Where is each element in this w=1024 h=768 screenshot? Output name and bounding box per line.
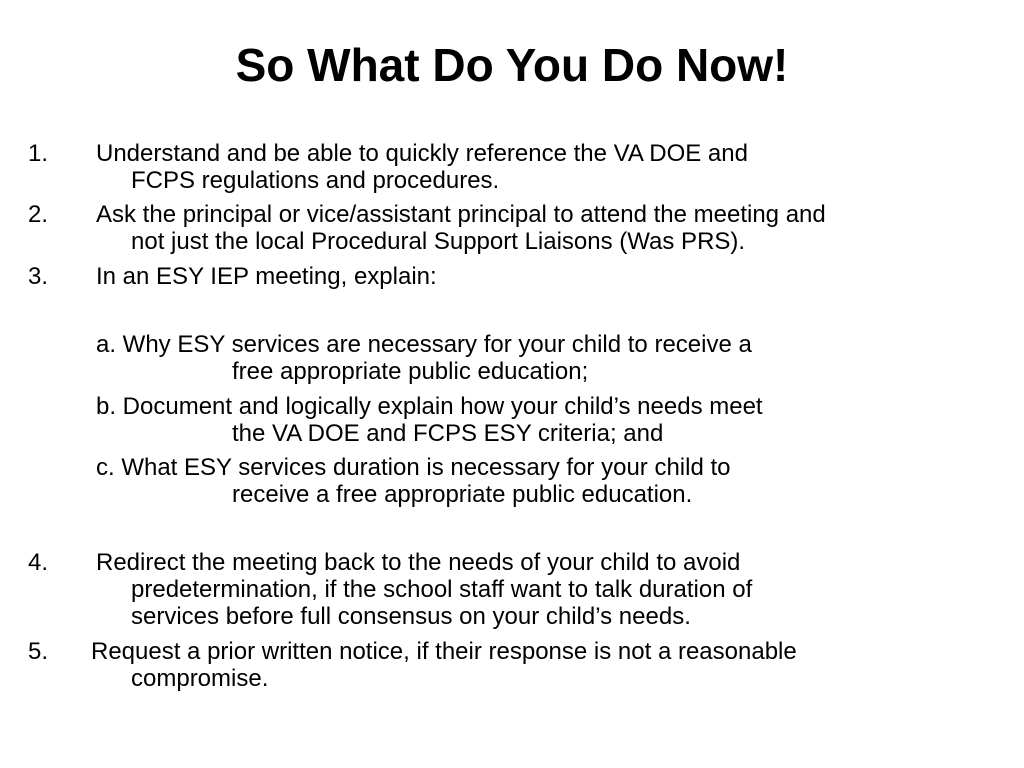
sub-list-item-b — [28, 393, 763, 447]
list-number-2: 2. — [28, 201, 49, 228]
list-number-4: 4. — [28, 549, 49, 576]
list-item-4-line-3: services before full consensus on your child’s needs. — [131, 603, 691, 630]
sub-list-item-a — [28, 331, 752, 385]
list-number-1: 1. — [28, 140, 49, 167]
list-item-1 — [28, 140, 748, 194]
sub-list-item-c-line-2: receive a free appropriate public education. — [232, 481, 693, 508]
slide-title: So What Do You Do Now! — [235, 39, 789, 91]
list-item-3-line-1: In an ESY IEP meeting, explain: — [96, 263, 437, 290]
list-item-2 — [28, 201, 826, 255]
list-number-3: 3. — [28, 263, 49, 290]
sub-list-item-c-line-1: c. What ESY services duration is necessary for your child to — [96, 454, 731, 481]
list-item-5 — [28, 638, 797, 692]
list-item-2-line-2: not just the local Procedural Support Liaisons (Was PRS). — [131, 228, 746, 255]
list-number-5: 5. — [28, 638, 49, 665]
list-item-4 — [28, 549, 752, 630]
list-item-5-line-2: compromise. — [131, 665, 269, 692]
list-item-2-line-1: Ask the principal or vice/assistant principal to attend the meeting and — [96, 201, 826, 228]
list-item-3 — [28, 263, 437, 290]
sub-list-item-a-line-1: a. Why ESY services are necessary for your child to receive a — [96, 331, 752, 358]
sub-list-item-c — [28, 454, 731, 508]
list-item-1-line-1: Understand and be able to quickly reference the VA DOE and — [96, 140, 748, 167]
list-item-4-line-2: predetermination, if the school staff want to talk duration of — [131, 576, 753, 603]
list-item-5-line-1: Request a prior written notice, if their response is not a reasonable — [91, 638, 797, 665]
sub-list-item-b-line-1: b. Document and logically explain how your child’s needs meet — [96, 393, 763, 420]
list-item-1-line-2: FCPS regulations and procedures. — [131, 167, 500, 194]
sub-list-item-b-line-2: the VA DOE and FCPS ESY criteria; and — [232, 420, 664, 447]
list-item-4-line-1: Redirect the meeting back to the needs of your child to avoid — [96, 549, 741, 576]
sub-list-item-a-line-2: free appropriate public education; — [232, 358, 589, 385]
